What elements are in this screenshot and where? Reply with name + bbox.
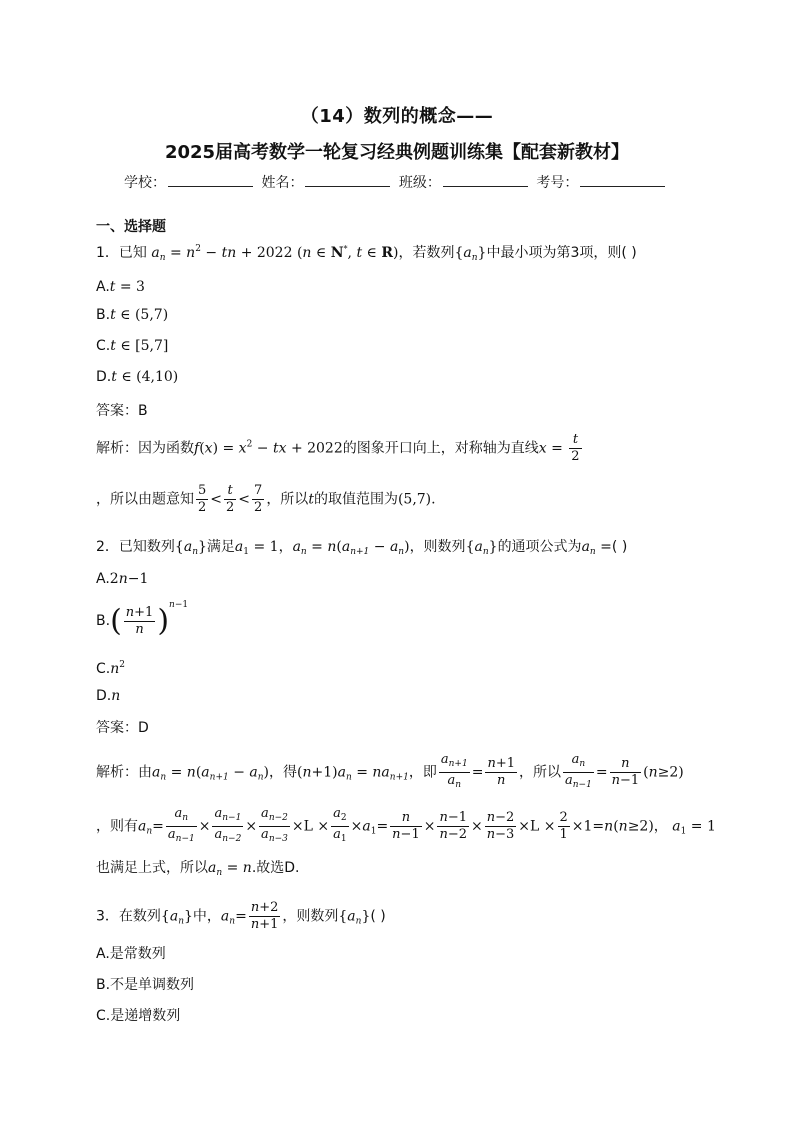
q1-option-d[interactable]: D.t ∈ (4,10) [96, 369, 179, 385]
student-info-row [124, 172, 669, 192]
q3-option-a[interactable]: A.是常数列 [96, 946, 166, 962]
q1-number: 1．已知 [96, 245, 147, 261]
q1-answer: 答案：B [96, 403, 148, 419]
q2-option-d[interactable]: D.n [96, 688, 121, 704]
q1-formula: $a_n = n^2$ − tn + 2022 (n ∈ N*, t ∈ R) [151, 244, 399, 263]
doc-title-line1: （14）数列的概念—— [300, 106, 494, 127]
q2-stem: 2．已知数列$\{a_n\}$满足$a_1 = 1$，$a_n = n(a_{n+1} - a_n)$，则数列$\{a_n\}$的通项公式为$a_n$ =( ) [96, 539, 628, 557]
q2-answer: 答案：D [96, 720, 149, 736]
exam-no-label: 考号： [536, 175, 579, 191]
q3-stem: 3．在数列$\{a_n\}$中，$a_n=$ $\frac{n+2}{n+1}$ ，则数列$\{a_n\}$( ) [96, 900, 386, 932]
q2-analysis-line2: ，则有$a_n=$ $\frac{a_n}{a_{n-1}}$ × $\frac{a_{n-1}}{a_{n-2}}$ × $\frac{a_{n-2}}{a_{n-3}}$ ×L × $\frac{a_2}{a_1}$ $\times a_1=$ $\frac{n}{n-1}$ × $\frac{n-1}{n-2}$ × $\frac{n-2}{n-3}$ ×L × $\frac{2}{1}$ ×1=n(n≥2)， $a_1 = 1$ [96, 806, 716, 844]
section-title: 一、选择题 [96, 219, 166, 235]
name-label: 姓名： [261, 175, 304, 191]
name-blank[interactable] [305, 174, 390, 187]
q2-option-a[interactable]: A.2n−1 [96, 571, 149, 587]
q1-option-b[interactable]: B.t ∈ (5,7) [96, 307, 169, 323]
q2-analysis-line1: 解析：由$a_n = n(a_{n+1} - a_n)$，得$(n+1)a_n = na_{n+1}$，即 $\frac{a_{n+1}}{a_n}$ = $\frac{n+1}{n}$ ，所以 $\frac{a_n}{a_{n-1}}$ = $\frac{n}{n-1}$ (n≥2) [96, 752, 684, 790]
school-label: 学校： [124, 175, 166, 191]
q1-analysis-line1: 解析：因为函数$f(x) = x^2$ − tx + 2022的图象开口向上，对称轴为直线x = $\frac{t}{2}$ [96, 432, 580, 464]
q1-option-a[interactable]: A.t = 3 [96, 279, 145, 295]
q2-option-c[interactable]: $C.n^2$ [96, 660, 125, 677]
doc-title-line2: 2025届高考数学一轮复习经典例题训练集【配套新教材】 [164, 142, 630, 163]
q1-analysis-line2: ，所以由题意知 $\frac{5}{2}$ < $\frac{t}{2}$ < $\frac{7}{2}$ ，所以t的取值范围为(5,7). [96, 483, 436, 515]
q1-stem: 1．已知 $a_n = n^2$ − tn + 2022 (n ∈ N*, t ∈ R)，若数列$\{a_n\}$中最小项为第3项，则( ) [96, 244, 637, 263]
q3-option-b[interactable]: B.不是单调数列 [96, 977, 195, 993]
q2-analysis-line3: 也满足上式，所以$a_n = n$.故选D. [96, 860, 300, 878]
q3-option-c[interactable]: C.是递增数列 [96, 1008, 181, 1024]
class-label: 班级： [398, 175, 441, 191]
q1-option-c[interactable]: C.t ∈ [5,7] [96, 338, 169, 354]
q2-option-b[interactable]: B.( $\frac{n+1}{n}$ )$^{n-1}$ [96, 600, 189, 639]
class-blank[interactable] [443, 174, 528, 187]
exam-no-blank[interactable] [580, 174, 665, 187]
school-blank[interactable] [168, 174, 253, 187]
